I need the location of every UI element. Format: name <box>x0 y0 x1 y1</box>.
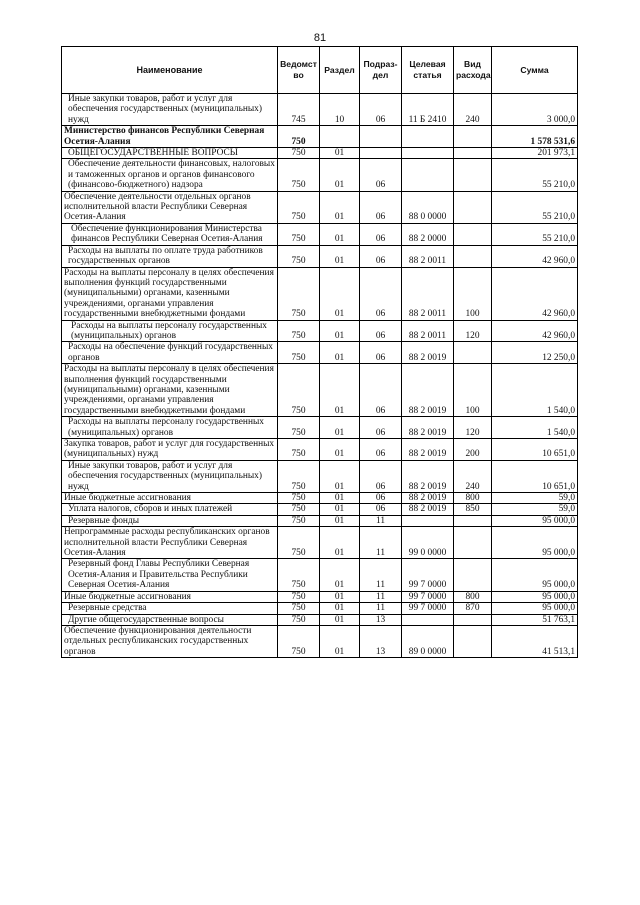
cell-name: Иные бюджетные ассигнования <box>62 493 278 504</box>
header-target: Целевая статья <box>402 47 454 94</box>
cell-type <box>454 515 492 526</box>
cell-target: 88 2 0019 <box>402 417 454 439</box>
cell-type <box>454 223 492 245</box>
cell-section <box>320 126 360 148</box>
table-row <box>62 504 578 515</box>
cell-subsection: 11 <box>360 515 402 526</box>
table-row <box>62 94 578 126</box>
cell-dept: 750 <box>278 591 320 602</box>
cell-subsection: 06 <box>360 94 402 126</box>
cell-subsection: 11 <box>360 603 402 614</box>
budget-table <box>61 46 578 658</box>
cell-sum: 59,0 <box>492 504 578 515</box>
cell-section: 01 <box>320 493 360 504</box>
cell-type: 100 <box>454 364 492 417</box>
cell-subsection: 13 <box>360 625 402 657</box>
cell-sum: 55 210,0 <box>492 191 578 223</box>
cell-subsection: 06 <box>360 342 402 364</box>
cell-sum: 10 651,0 <box>492 460 578 492</box>
cell-subsection <box>360 148 402 159</box>
cell-section: 01 <box>320 364 360 417</box>
cell-type: 120 <box>454 320 492 342</box>
cell-subsection: 06 <box>360 493 402 504</box>
cell-subsection: 06 <box>360 191 402 223</box>
cell-name: Обеспечение функционирования деятельности отдельных республиканских государственных органов <box>62 625 278 657</box>
cell-name: Расходы на выплаты персоналу в целях обеспечения выполнения функций государственными (муниципальными) органами, казенными учреждениями, органами управления государственными внебюджетными фондами <box>62 267 278 320</box>
cell-sum: 59,0 <box>492 493 578 504</box>
cell-name: Расходы на обеспечение функций государственных органов <box>62 342 278 364</box>
table-row <box>62 245 578 267</box>
cell-dept: 750 <box>278 191 320 223</box>
table-row <box>62 439 578 461</box>
cell-sum: 42 960,0 <box>492 320 578 342</box>
cell-section: 01 <box>320 559 360 591</box>
header-type: Вид расхода <box>454 47 492 94</box>
cell-sum: 55 210,0 <box>492 159 578 191</box>
cell-section: 01 <box>320 320 360 342</box>
table-row <box>62 126 578 148</box>
cell-subsection: 06 <box>360 364 402 417</box>
cell-dept: 750 <box>278 559 320 591</box>
table-row <box>62 191 578 223</box>
cell-dept: 750 <box>278 159 320 191</box>
cell-section: 01 <box>320 591 360 602</box>
table-row <box>62 527 578 559</box>
cell-subsection <box>360 126 402 148</box>
cell-name: Расходы на выплаты персоналу государственных (муниципальных) органов <box>62 417 278 439</box>
cell-section: 01 <box>320 148 360 159</box>
cell-dept: 750 <box>278 267 320 320</box>
cell-dept: 750 <box>278 320 320 342</box>
cell-section: 01 <box>320 603 360 614</box>
cell-type <box>454 126 492 148</box>
cell-name: Другие общегосударственные вопросы <box>62 614 278 625</box>
header-dept: Ведомст во <box>278 47 320 94</box>
cell-subsection: 06 <box>360 267 402 320</box>
cell-dept: 750 <box>278 527 320 559</box>
cell-type <box>454 342 492 364</box>
cell-target <box>402 159 454 191</box>
table-row <box>62 591 578 602</box>
cell-section: 01 <box>320 417 360 439</box>
cell-dept: 750 <box>278 126 320 148</box>
table-row <box>62 493 578 504</box>
cell-type <box>454 559 492 591</box>
cell-target: 99 7 0000 <box>402 603 454 614</box>
cell-name: Расходы на выплаты персоналу в целях обеспечения выполнения функций государственными (муниципальными) органами, казенными учреждениями, органами управления государственными внебюджетными фондами <box>62 364 278 417</box>
cell-dept: 750 <box>278 439 320 461</box>
page-number: 81 <box>313 32 327 44</box>
cell-sum: 42 960,0 <box>492 267 578 320</box>
cell-dept: 745 <box>278 94 320 126</box>
cell-target: 11 Б 2410 <box>402 94 454 126</box>
cell-type <box>454 245 492 267</box>
cell-type <box>454 614 492 625</box>
cell-target: 88 2 0019 <box>402 504 454 515</box>
cell-section: 01 <box>320 515 360 526</box>
cell-dept: 750 <box>278 603 320 614</box>
cell-subsection: 11 <box>360 527 402 559</box>
table-row <box>62 460 578 492</box>
cell-name: Обеспечение функционирования Министерства финансов Республики Северная Осетия-Алания <box>62 223 278 245</box>
header-name: Наименование <box>62 47 278 94</box>
cell-target <box>402 515 454 526</box>
cell-target: 88 2 0019 <box>402 364 454 417</box>
cell-section: 01 <box>320 504 360 515</box>
table-row <box>62 223 578 245</box>
cell-subsection: 06 <box>360 504 402 515</box>
cell-target: 88 2 0011 <box>402 320 454 342</box>
cell-section: 01 <box>320 342 360 364</box>
cell-name: Уплата налогов, сборов и иных платежей <box>62 504 278 515</box>
cell-sum: 95 000,0 <box>492 591 578 602</box>
cell-type: 240 <box>454 460 492 492</box>
cell-name: ОБЩЕГОСУДАРСТВЕННЫЕ ВОПРОСЫ <box>62 148 278 159</box>
cell-type: 870 <box>454 603 492 614</box>
cell-section: 01 <box>320 625 360 657</box>
table-row <box>62 417 578 439</box>
cell-section: 01 <box>320 460 360 492</box>
cell-type <box>454 527 492 559</box>
cell-target: 88 0 0000 <box>402 191 454 223</box>
table-row <box>62 159 578 191</box>
cell-target: 88 2 0019 <box>402 493 454 504</box>
cell-type <box>454 148 492 159</box>
cell-sum: 95 000,0 <box>492 559 578 591</box>
cell-type: 120 <box>454 417 492 439</box>
cell-subsection: 11 <box>360 591 402 602</box>
cell-target: 89 0 0000 <box>402 625 454 657</box>
header-row <box>62 47 578 94</box>
cell-sum: 95 000,0 <box>492 515 578 526</box>
header-subsection: Подраз- дел <box>360 47 402 94</box>
table-row <box>62 342 578 364</box>
cell-type: 800 <box>454 493 492 504</box>
cell-name: Обеспечение деятельности отдельных органов исполнительной власти Республики Северная Осетия-Алания <box>62 191 278 223</box>
cell-dept: 750 <box>278 417 320 439</box>
table-row <box>62 559 578 591</box>
cell-subsection: 06 <box>360 417 402 439</box>
cell-subsection: 06 <box>360 159 402 191</box>
cell-subsection: 06 <box>360 223 402 245</box>
cell-section: 01 <box>320 159 360 191</box>
cell-target: 88 2 0011 <box>402 267 454 320</box>
header-section: Раздел <box>320 47 360 94</box>
cell-subsection: 06 <box>360 320 402 342</box>
cell-type <box>454 191 492 223</box>
cell-dept: 750 <box>278 148 320 159</box>
cell-section: 01 <box>320 527 360 559</box>
table-row <box>62 515 578 526</box>
cell-name: Обеспечение деятельности финансовых, налоговых и таможенных органов и органов финансового (финансово-бюджетного) надзора <box>62 159 278 191</box>
cell-target: 99 7 0000 <box>402 591 454 602</box>
cell-sum: 12 250,0 <box>492 342 578 364</box>
cell-type: 850 <box>454 504 492 515</box>
cell-target: 88 2 0019 <box>402 439 454 461</box>
cell-target <box>402 148 454 159</box>
cell-sum: 1 578 531,6 <box>492 126 578 148</box>
table-row <box>62 603 578 614</box>
cell-sum: 42 960,0 <box>492 245 578 267</box>
cell-section: 01 <box>320 614 360 625</box>
cell-sum: 1 540,0 <box>492 417 578 439</box>
cell-type: 200 <box>454 439 492 461</box>
cell-name: Резервные средства <box>62 603 278 614</box>
cell-dept: 750 <box>278 223 320 245</box>
cell-name: Иные закупки товаров, работ и услуг для обеспечения государственных (муниципальных) нужд <box>62 94 278 126</box>
cell-section: 01 <box>320 191 360 223</box>
cell-name: Министерство финансов Республики Северная Осетия-Алания <box>62 126 278 148</box>
cell-sum: 55 210,0 <box>492 223 578 245</box>
cell-sum: 1 540,0 <box>492 364 578 417</box>
cell-sum: 95 000,0 <box>492 603 578 614</box>
cell-type: 240 <box>454 94 492 126</box>
cell-target <box>402 126 454 148</box>
cell-dept: 750 <box>278 625 320 657</box>
cell-name: Иные закупки товаров, работ и услуг для обеспечения государственных (муниципальных) нужд <box>62 460 278 492</box>
cell-name: Расходы на выплаты персоналу государственных (муниципальных) органов <box>62 320 278 342</box>
cell-sum: 201 973,1 <box>492 148 578 159</box>
cell-section: 01 <box>320 267 360 320</box>
cell-subsection: 13 <box>360 614 402 625</box>
cell-type <box>454 159 492 191</box>
cell-section: 01 <box>320 245 360 267</box>
cell-target: 99 7 0000 <box>402 559 454 591</box>
table-row <box>62 614 578 625</box>
table-row <box>62 625 578 657</box>
cell-subsection: 06 <box>360 245 402 267</box>
cell-dept: 750 <box>278 460 320 492</box>
cell-sum: 51 763,1 <box>492 614 578 625</box>
cell-type: 800 <box>454 591 492 602</box>
cell-dept: 750 <box>278 245 320 267</box>
cell-dept: 750 <box>278 614 320 625</box>
table-row <box>62 267 578 320</box>
table-row <box>62 320 578 342</box>
cell-target: 88 2 0011 <box>402 245 454 267</box>
cell-sum: 10 651,0 <box>492 439 578 461</box>
cell-type <box>454 625 492 657</box>
cell-section: 01 <box>320 223 360 245</box>
cell-dept: 750 <box>278 342 320 364</box>
cell-sum: 41 513,1 <box>492 625 578 657</box>
cell-subsection: 06 <box>360 460 402 492</box>
cell-target: 99 0 0000 <box>402 527 454 559</box>
cell-target: 88 2 0019 <box>402 460 454 492</box>
cell-target <box>402 614 454 625</box>
cell-target: 88 2 0000 <box>402 223 454 245</box>
cell-dept: 750 <box>278 515 320 526</box>
cell-name: Резервные фонды <box>62 515 278 526</box>
cell-name: Непрограммные расходы республиканских органов исполнительной власти Республики Северная Осетия-Алания <box>62 527 278 559</box>
cell-sum: 95 000,0 <box>492 527 578 559</box>
cell-dept: 750 <box>278 504 320 515</box>
cell-dept: 750 <box>278 364 320 417</box>
cell-name: Закупка товаров, работ и услуг для государственных (муниципальных) нужд <box>62 439 278 461</box>
cell-name: Иные бюджетные ассигнования <box>62 591 278 602</box>
cell-section: 01 <box>320 439 360 461</box>
header-sum: Сумма <box>492 47 578 94</box>
table-row <box>62 148 578 159</box>
cell-name: Расходы на выплаты по оплате труда работников государственных органов <box>62 245 278 267</box>
cell-dept: 750 <box>278 493 320 504</box>
cell-type: 100 <box>454 267 492 320</box>
cell-subsection: 11 <box>360 559 402 591</box>
cell-name: Резервный фонд Главы Республики Северная Осетия-Алания и Правительства Республики Северная Осетия-Алания <box>62 559 278 591</box>
cell-section: 10 <box>320 94 360 126</box>
cell-sum: 3 000,0 <box>492 94 578 126</box>
cell-target: 88 2 0019 <box>402 342 454 364</box>
cell-subsection: 06 <box>360 439 402 461</box>
table-row <box>62 364 578 417</box>
